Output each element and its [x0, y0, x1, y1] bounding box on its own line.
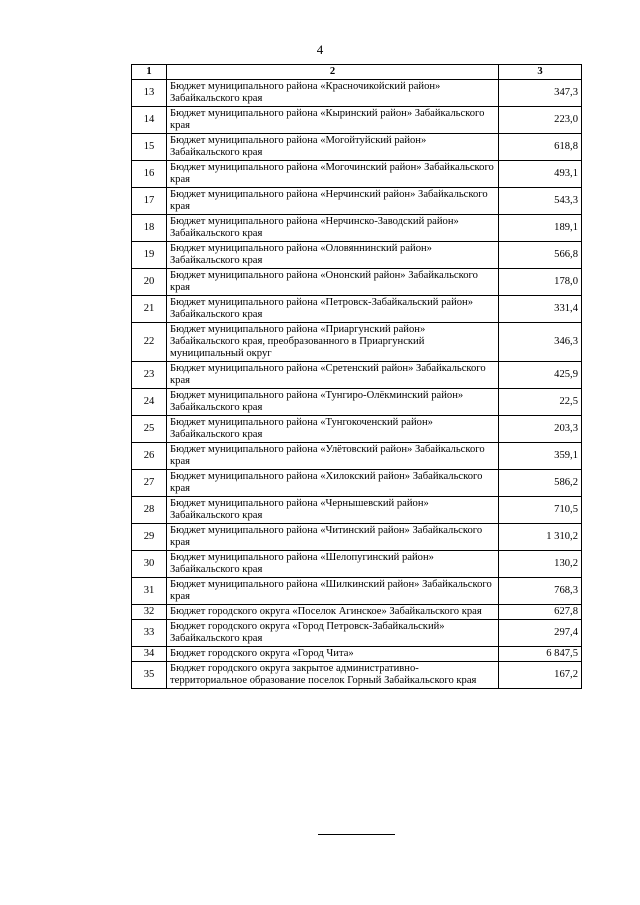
budget-name: Бюджет муниципального района «Шилкинский район» Забайкальского края [167, 578, 499, 605]
budget-name: Бюджет муниципального района «Могойтуйский район» Забайкальского края [167, 134, 499, 161]
row-number: 30 [132, 551, 167, 578]
budget-name: Бюджет муниципального района «Улётовский район» Забайкальского края [167, 443, 499, 470]
budget-amount: 297,4 [499, 620, 582, 647]
budget-name: Бюджет муниципального района «Могочинский район» Забайкальского края [167, 161, 499, 188]
table-row [132, 134, 582, 161]
row-number: 17 [132, 188, 167, 215]
budget-name: Бюджет муниципального района «Тунгиро-Олёкминский район» Забайкальского края [167, 389, 499, 416]
budget-amount: 586,2 [499, 470, 582, 497]
row-number: 16 [132, 161, 167, 188]
budget-amount: 346,3 [499, 323, 582, 362]
table-row [132, 578, 582, 605]
budget-amount: 167,2 [499, 662, 582, 689]
budget-name: Бюджет городского округа закрытое административно-территориальное образование поселок Горный Забайкальского края [167, 662, 499, 689]
row-number: 21 [132, 296, 167, 323]
budget-amount: 22,5 [499, 389, 582, 416]
row-number: 24 [132, 389, 167, 416]
budget-name: Бюджет муниципального района «Ононский район» Забайкальского края [167, 269, 499, 296]
budget-name: Бюджет муниципального района «Хилокский район» Забайкальского края [167, 470, 499, 497]
budget-amount: 331,4 [499, 296, 582, 323]
budget-name: Бюджет муниципального района «Красночикойский район» Забайкальского края [167, 80, 499, 107]
table-row [132, 470, 582, 497]
budget-amount: 768,3 [499, 578, 582, 605]
budget-name: Бюджет муниципального района «Читинский район» Забайкальского края [167, 524, 499, 551]
budget-amount: 710,5 [499, 497, 582, 524]
budget-name: Бюджет городского округа «Поселок Агинское» Забайкальского края [167, 605, 499, 620]
table-row [132, 215, 582, 242]
budget-amount: 566,8 [499, 242, 582, 269]
row-number: 13 [132, 80, 167, 107]
row-number: 14 [132, 107, 167, 134]
budget-amount: 618,8 [499, 134, 582, 161]
budget-amount: 178,0 [499, 269, 582, 296]
table-row [132, 296, 582, 323]
row-number: 22 [132, 323, 167, 362]
budget-name: Бюджет муниципального района «Чернышевский район» Забайкальского края [167, 497, 499, 524]
table-row [132, 389, 582, 416]
budget-name: Бюджет муниципального района «Сретенский район» Забайкальского края [167, 362, 499, 389]
budget-amount: 6 847,5 [499, 647, 582, 662]
budget-amount: 203,3 [499, 416, 582, 443]
row-number: 27 [132, 470, 167, 497]
table-row [132, 524, 582, 551]
table-row [132, 497, 582, 524]
column-header-number: 1 [132, 65, 167, 80]
table-row [132, 443, 582, 470]
budget-name: Бюджет муниципального района «Оловяннинский район» Забайкальского края [167, 242, 499, 269]
budget-table [131, 64, 582, 689]
table-row [132, 620, 582, 647]
budget-name: Бюджет муниципального района «Шелопугинский район» Забайкальского края [167, 551, 499, 578]
budget-name: Бюджет муниципального района «Приаргунский район» Забайкальского края, преобразованного в Приаргунский муниципальный округ [167, 323, 499, 362]
budget-name: Бюджет муниципального района «Нерчинский район» Забайкальского края [167, 188, 499, 215]
budget-amount: 493,1 [499, 161, 582, 188]
budget-amount: 1 310,2 [499, 524, 582, 551]
budget-amount: 130,2 [499, 551, 582, 578]
table-row [132, 416, 582, 443]
table-row [132, 80, 582, 107]
column-header-amount: 3 [499, 65, 582, 80]
table-header-row [132, 65, 582, 80]
row-number: 28 [132, 497, 167, 524]
budget-amount: 189,1 [499, 215, 582, 242]
budget-name: Бюджет городского округа «Город Петровск-Забайкальский» Забайкальского края [167, 620, 499, 647]
budget-name: Бюджет муниципального района «Тунгокоченский район» Забайкальского края [167, 416, 499, 443]
table-row [132, 269, 582, 296]
budget-amount: 627,8 [499, 605, 582, 620]
row-number: 32 [132, 605, 167, 620]
row-number: 15 [132, 134, 167, 161]
table-row [132, 188, 582, 215]
column-header-budget-name: 2 [167, 65, 499, 80]
budget-name: Бюджет городского округа «Город Чита» [167, 647, 499, 662]
row-number: 29 [132, 524, 167, 551]
budget-amount: 347,3 [499, 80, 582, 107]
table-row [132, 242, 582, 269]
row-number: 23 [132, 362, 167, 389]
row-number: 34 [132, 647, 167, 662]
budget-name: Бюджет муниципального района «Нерчинско-Заводский район» Забайкальского края [167, 215, 499, 242]
budget-name: Бюджет муниципального района «Кыринский район» Забайкальского края [167, 107, 499, 134]
budget-amount: 359,1 [499, 443, 582, 470]
budget-amount: 543,3 [499, 188, 582, 215]
row-number: 26 [132, 443, 167, 470]
table-row [132, 647, 582, 662]
table-row [132, 362, 582, 389]
table-row [132, 107, 582, 134]
row-number: 19 [132, 242, 167, 269]
table-row [132, 605, 582, 620]
budget-amount: 223,0 [499, 107, 582, 134]
table-row [132, 662, 582, 689]
budget-name: Бюджет муниципального района «Петровск-Забайкальский район» Забайкальского края [167, 296, 499, 323]
row-number: 25 [132, 416, 167, 443]
row-number: 20 [132, 269, 167, 296]
table-row [132, 161, 582, 188]
table-row [132, 323, 582, 362]
budget-amount: 425,9 [499, 362, 582, 389]
page-number: 4 [316, 42, 324, 57]
row-number: 18 [132, 215, 167, 242]
table-row [132, 551, 582, 578]
row-number: 31 [132, 578, 167, 605]
end-divider [318, 834, 395, 835]
row-number: 35 [132, 662, 167, 689]
row-number: 33 [132, 620, 167, 647]
